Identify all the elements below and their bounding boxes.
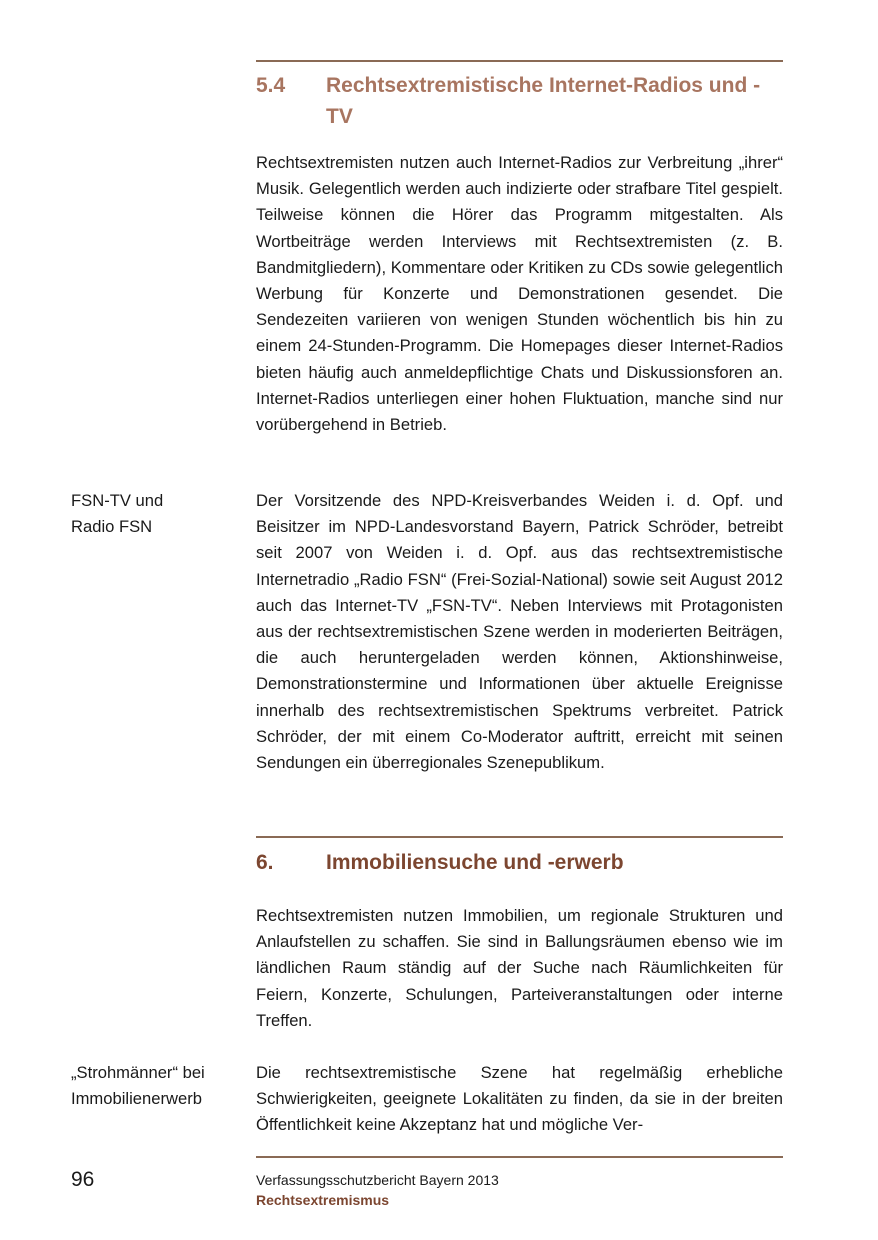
footer-chapter: Rechtsextremismus [256, 1192, 390, 1208]
paragraph-internet-radios: Rechtsextremisten nutzen auch Internet-Radios zur Verbreitung „ihrer“ Musik. Gelegentlich werden auch indizierte oder strafbare Titel gespielt. Teilweise können die Hörer das Programm mitgestalten. Als Wortbeiträge werden Interviews mit Rechtsextremisten (z. B. Bandmitgliedern), Kommentare oder Kritiken zu CDs sowie gelegentlich Werbung für Konzerte und Demonstrationen gesendet. Die Sendezeiten variieren von wenigen Stunden wöchentlich bis hin zu einem 24-Stunden-Programm. Die Homepages dieser Internet-Radios bieten häufig auch anmeldepflichtige Chats und Diskussionsforen an. Internet-Radios unterliegen einer hohen Fluktuation, manche sind nur vorübergehend in Betrieb. [256, 153, 783, 435]
paragraph-strohmaenner: Die rechtsextremistische Szene hat regelmäßig erhebliche Schwierigkeiten, geeignete Lokalitäten zu finden, da sie in der breiten Öffentlichkeit keine Akzeptanz hat und mögliche Ver- [256, 1063, 783, 1135]
top-rule [256, 60, 783, 62]
section-rule [256, 836, 783, 838]
footer-publication: Verfassungsschutzbericht Bayern 2013 [256, 1172, 499, 1188]
section-number: 6. [256, 851, 274, 874]
section-heading-5-4 [256, 70, 783, 132]
paragraph-immobilien: Rechtsextremisten nutzen Immobilien, um regionale Strukturen und Anlaufstellen zu schaffen. Sie sind in Ballungsräumen ebenso wie im ländlichen Raum ständig auf der Suche nach Räumlichkeiten für Feiern, Konzerte, Schulungen, Parteiveranstaltungen oder interne Treffen. [256, 906, 783, 1030]
margin-note-fsn: FSN-TV und Radio FSN [71, 491, 164, 537]
paragraph-fsn: Der Vorsitzende des NPD-Kreisverbandes Weiden i. d. Opf. und Beisitzer im NPD-Landesvorstand Bayern, Patrick Schröder, betreibt seit 2007 von Weiden i. d. Opf. aus das rechtsextremistische Internetradio „Radio FSN“ (Frei-Sozial-National) sowie seit August 2012 auch das Internet-TV „FSN-TV“. Neben Interviews mit Protagonisten aus der rechtsextremistischen Szene werden in moderierten Beiträgen, die auch heruntergeladen werden können, Aktionshinweise, Demonstrationstermine und Informationen über aktuelle Ereignisse innerhalb des rechtsextremistischen Spektrums verbreitet. Patrick Schröder, der mit einem Co-Moderator auftritt, erreicht mit seinen Sendungen ein überregionales Szenepublikum. [256, 491, 783, 773]
section-heading-6 [256, 847, 783, 878]
footer-rule [256, 1156, 783, 1158]
page-number: 96 [71, 1168, 95, 1191]
footer [256, 1170, 499, 1210]
section-number: 5.4 [256, 74, 286, 97]
section-title: Rechtsextremistische Internet-Radios und -TV [326, 74, 761, 128]
margin-note-strohmaenner: „Strohmänner“ bei Immobilienerwerb [71, 1063, 205, 1109]
section-title: Immobiliensuche und -erwerb [326, 851, 624, 874]
